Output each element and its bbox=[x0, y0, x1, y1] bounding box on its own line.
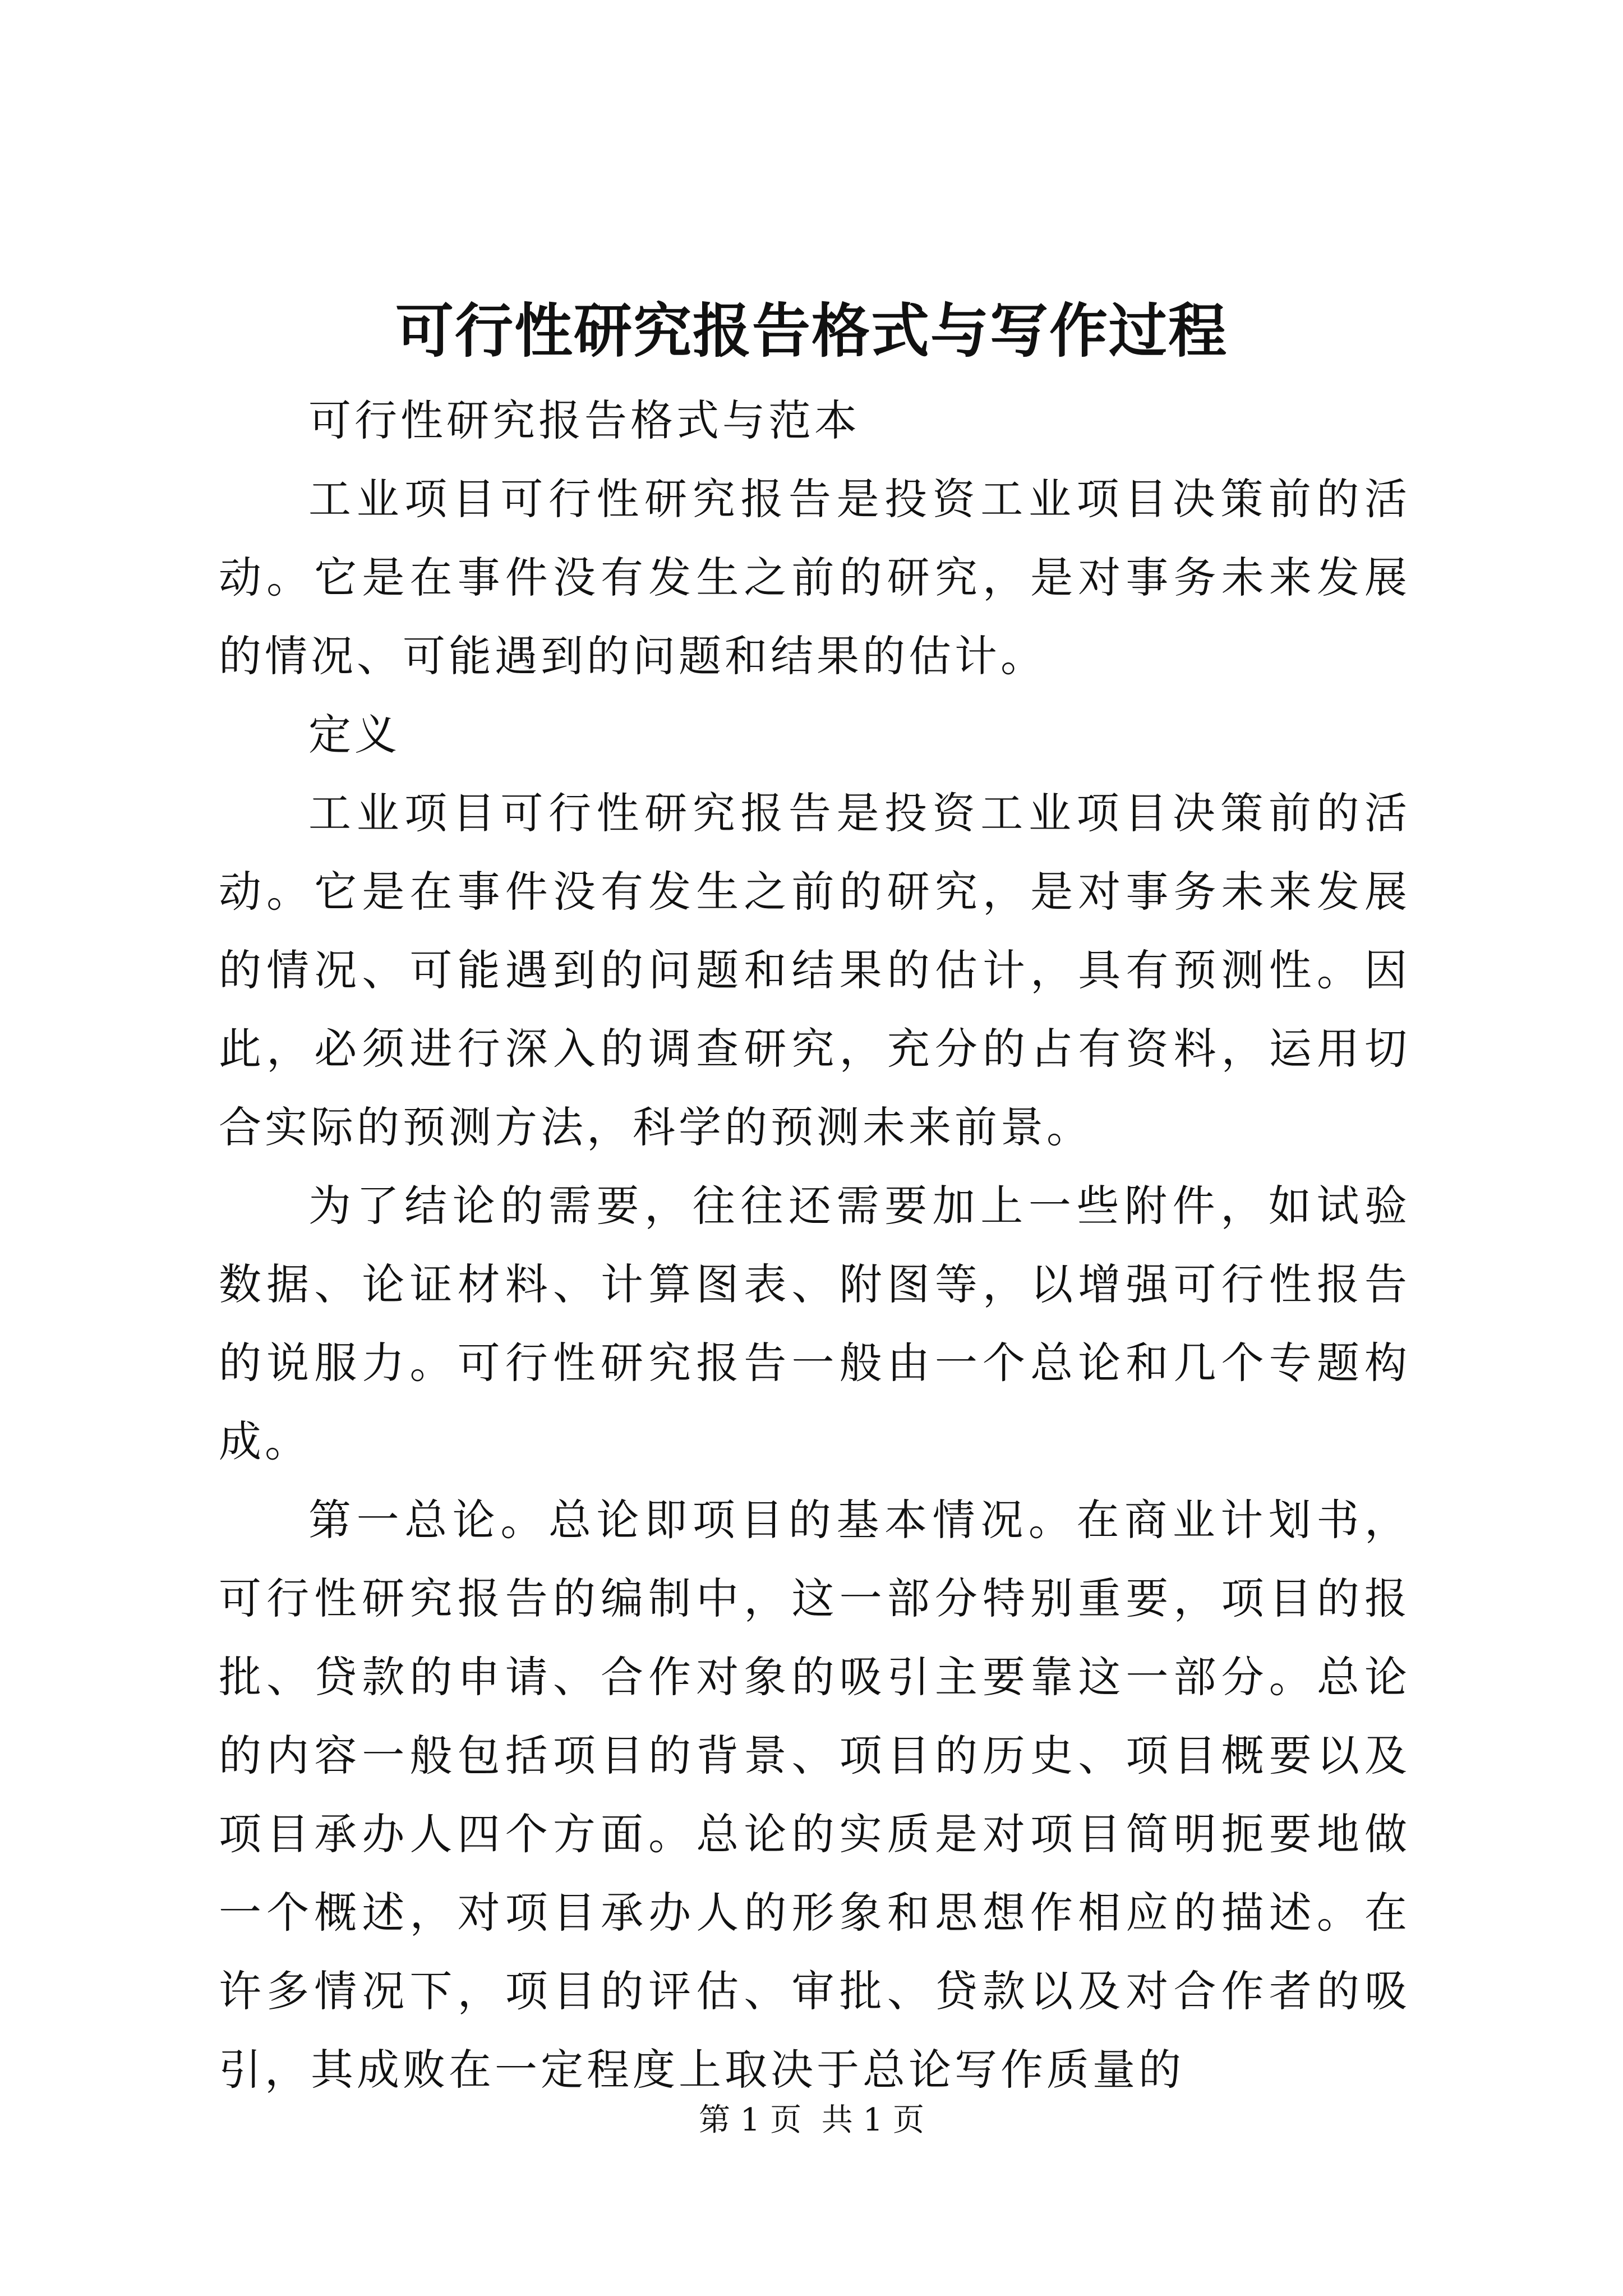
paragraph-subtitle: 可行性研究报告格式与范本 bbox=[308, 395, 860, 445]
paragraph-attachments: 为了结论的需要，往往还需要加上一些附件，如试验数据、论证材料、计算图表、附图等，以增强可行性报告的说服力。可行性研究报告一般由一个总论和几个专题构成。 bbox=[219, 1181, 1410, 1466]
paragraph-overview: 第一总论。总论即项目的基本情况。在商业计划书，可行性研究报告的编制中，这一部分特别重要，项目的报批、贷款的申请、合作对象的吸引主要靠这一部分。总论的内容一般包括项目的背景、项目的历史、项目概要以及项目承办人四个方面。总论的实质是对项目简明扼要地做一个概述，对项目承办人的形象和思想作相应的描述。在许多情况下，项目的评估、审批、贷款以及对合作者的吸引，其成败在一定程度上取决于总论写作质量的 bbox=[219, 1495, 1410, 2095]
paragraph-intro: 工业项目可行性研究报告是投资工业项目决策前的活动。它是在事件没有发生之前的研究，是对事务未来发展的情况、可能遇到的问题和结果的估计。 bbox=[219, 474, 1410, 681]
page-number: 第 1 页 共 1 页 bbox=[698, 2102, 925, 2138]
document-title: 可行性研究报告格式与写作过程 bbox=[395, 296, 1228, 365]
document-body bbox=[219, 381, 1410, 2109]
page-footer bbox=[0, 2098, 1623, 2143]
paragraph-definition-heading: 定义 bbox=[308, 710, 400, 760]
paragraph-definition: 工业项目可行性研究报告是投资工业项目决策前的活动。它是在事件没有发生之前的研究，是对事务未来发展的情况、可能遇到的问题和结果的估计，具有预测性。因此，必须进行深入的调查研究，充分的占有资料，运用切合实际的预测方法，科学的预测未来前景。 bbox=[219, 788, 1410, 1152]
